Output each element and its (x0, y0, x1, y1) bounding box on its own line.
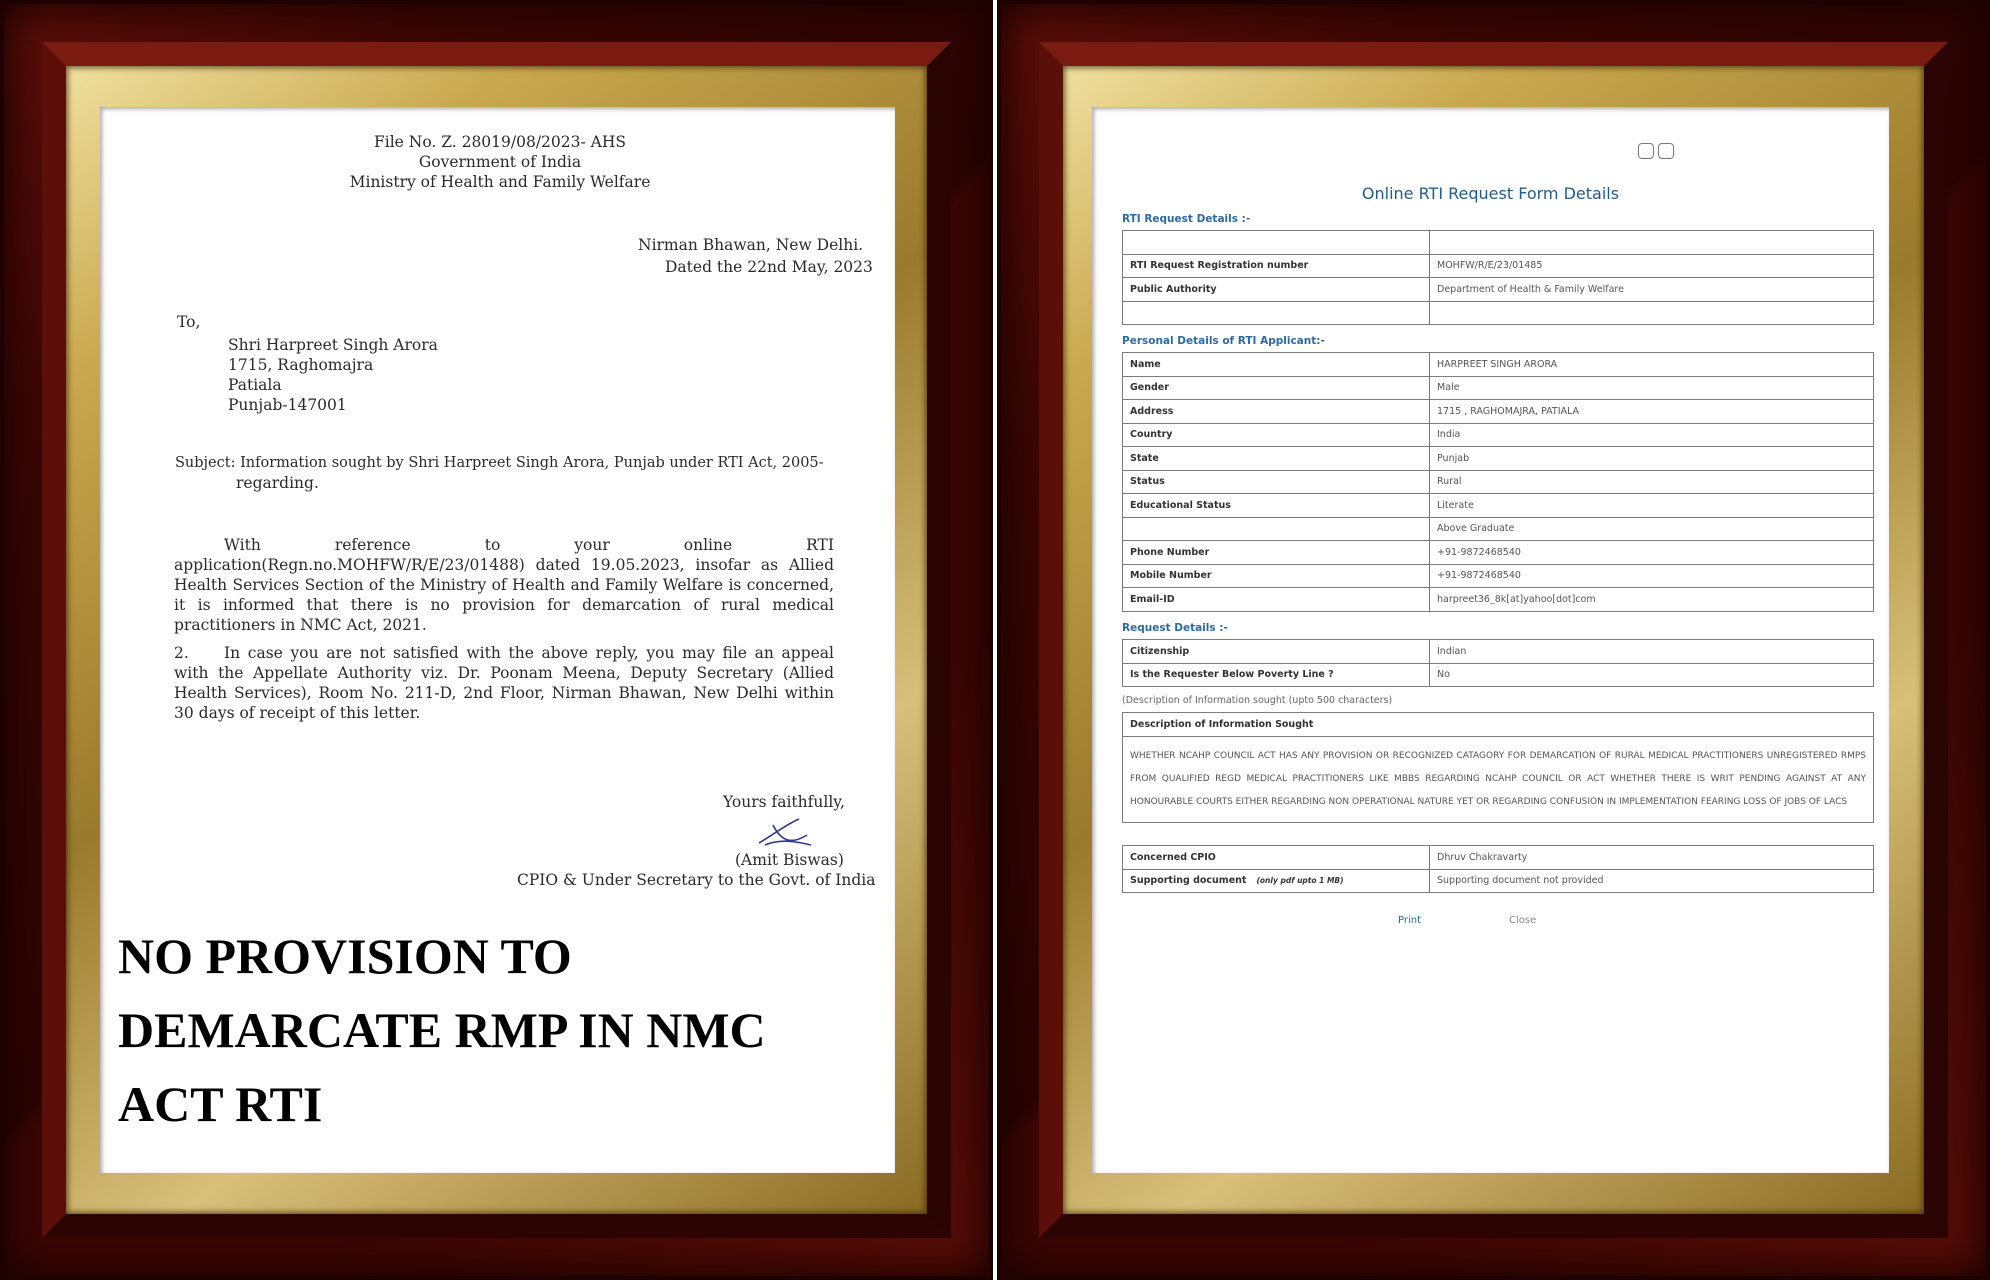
addressee-line: 1715, Raghomajra (228, 356, 374, 374)
close-button[interactable]: Close (1509, 915, 1537, 926)
field-value: Supporting document not provided (1430, 869, 1874, 893)
left-picture-frame (0, 0, 993, 1280)
table-row (1123, 564, 1874, 588)
field-value: India (1430, 423, 1874, 447)
print-button[interactable]: Print (1398, 915, 1422, 926)
form-title: Online RTI Request Form Details (1361, 184, 1620, 203)
table-row (1123, 588, 1874, 612)
letter-place: Nirman Bhawan, New Delhi. (638, 236, 864, 254)
closing-line: Yours faithfully, (723, 793, 845, 811)
headline-caption (118, 919, 858, 1141)
table-row (1123, 447, 1874, 471)
description-box (1122, 712, 1874, 823)
field-value: Male (1430, 376, 1874, 400)
body-paragraph-1: With reference to your online RTI application(Regn.no.MOHFW/R/E/23/01488) dated 19.05.2023, insofar as Allied Health Services Section of the Ministry of Health and Family Welfare is concerned, it is informed that there is no provision for demarcation of rural medical practitioners in NMC Act, 2021. (174, 536, 834, 634)
field-value: harpreet36_8k[at]yahoo[dot]com (1430, 588, 1874, 612)
window-toggle-icon[interactable] (1658, 143, 1674, 159)
field-value: Above Graduate (1430, 517, 1874, 541)
field-label: Phone Number (1123, 541, 1430, 565)
section-heading: Request Details :- (1122, 622, 1228, 634)
table-row (1123, 663, 1874, 687)
table-row (1123, 278, 1874, 302)
field-label: Status (1123, 470, 1430, 494)
field-value: Rural (1430, 470, 1874, 494)
table-row (1123, 541, 1874, 565)
right-picture-frame (997, 0, 1990, 1280)
table-row (1123, 869, 1874, 893)
rti-reply-letter (100, 107, 895, 1173)
headline-line: NO PROVISION TO (118, 928, 572, 984)
table-row (1123, 846, 1874, 870)
signatory-name: (Amit Biswas) (735, 851, 844, 869)
addressee-line: Punjab-147001 (228, 396, 347, 414)
body-paragraph-2: In case you are not satisfied with the above reply, you may file an appeal with the Appellate Authority viz. Dr. Poonam Meena, Deputy Secretary (Allied Health Services), Room No. 211-D, 2nd Floor, Nirman Bhawan, New Delhi within 30 days of receipt of this letter. (174, 644, 834, 722)
field-label: Name (1123, 353, 1430, 377)
upload-hint: (only pdf upto 1 MB) (1256, 876, 1344, 886)
request-details-2-table (1122, 639, 1874, 687)
table-row (1123, 254, 1874, 278)
field-label: RTI Request Registration number (1123, 254, 1430, 278)
field-label: Email-ID (1123, 588, 1430, 612)
field-value: MOHFW/R/E/23/01485 (1430, 254, 1874, 278)
field-label: Mobile Number (1123, 564, 1430, 588)
table-row (1123, 517, 1874, 541)
headline-line: ACT RTI (118, 1076, 323, 1132)
field-value: No (1430, 663, 1874, 687)
subject-line: Subject: Information sought by Shri Harpreet Singh Arora, Punjab under RTI Act, 2005- (175, 455, 824, 471)
supporting-document-cell (1123, 869, 1430, 893)
government-line: Government of India (418, 153, 582, 171)
table-row (1123, 301, 1874, 325)
section-heading: Personal Details of RTI Applicant:- (1122, 335, 1325, 347)
file-number: File No. Z. 28019/08/2023- AHS (373, 133, 626, 151)
field-value: +91-9872468540 (1430, 541, 1874, 565)
field-value: Department of Health & Family Welfare (1430, 278, 1874, 302)
field-label: State (1123, 447, 1430, 471)
field-label (1123, 517, 1430, 541)
field-label: Address (1123, 400, 1430, 424)
to-line: To, (177, 313, 201, 331)
window-toggle-icon[interactable] (1638, 143, 1654, 159)
field-label: Citizenship (1123, 640, 1430, 664)
para-2-number: 2. (174, 644, 189, 662)
addressee-line: Shri Harpreet Singh Arora (228, 336, 438, 354)
rti-request-form (1092, 107, 1889, 1173)
field-label: Educational Status (1123, 494, 1430, 518)
request-details-table (1122, 230, 1874, 325)
field-value: Punjab (1430, 447, 1874, 471)
addressee-line: Patiala (228, 376, 282, 394)
headline-line: DEMARCATE RMP IN NMC (118, 1002, 766, 1058)
description-header: Description of Information Sought (1123, 713, 1873, 737)
personal-details-table (1122, 352, 1874, 612)
field-label: Gender (1123, 376, 1430, 400)
section-heading: RTI Request Details :- (1122, 213, 1251, 225)
field-label: Country (1123, 423, 1430, 447)
table-row (1123, 470, 1874, 494)
ministry-line: Ministry of Health and Family Welfare (349, 173, 651, 191)
field-value: +91-9872468540 (1430, 564, 1874, 588)
field-value: Dhruv Chakravarty (1430, 846, 1874, 870)
field-value: HARPREET SINGH ARORA (1430, 353, 1874, 377)
field-value: Literate (1430, 494, 1874, 518)
field-label: Public Authority (1123, 278, 1430, 302)
table-row (1123, 640, 1874, 664)
table-row (1123, 353, 1874, 377)
table-row (1123, 423, 1874, 447)
field-label: Is the Requester Below Poverty Line ? (1123, 663, 1430, 687)
cpio-table (1122, 845, 1874, 893)
table-row (1123, 400, 1874, 424)
table-row (1123, 231, 1874, 255)
description-note: (Description of Information sought (upto 500 characters) (1122, 695, 1393, 706)
letter-date: Dated the 22nd May, 2023 (665, 258, 873, 276)
field-value: Indian (1430, 640, 1874, 664)
field-label: Concerned CPIO (1123, 846, 1430, 870)
signature-scribble (755, 815, 815, 851)
subject-line: regarding. (236, 474, 319, 492)
table-row (1123, 376, 1874, 400)
field-label: Supporting document (1130, 875, 1247, 887)
table-row (1123, 494, 1874, 518)
signatory-designation: CPIO & Under Secretary to the Govt. of India (517, 871, 876, 889)
description-text: WHETHER NCAHP COUNCIL ACT HAS ANY PROVISION OR RECOGNIZED CATAGORY FOR DEMARCATION OF RURAL MEDICAL PRACTITIONERS UNREGISTERED RMPS FROM QUALIFIED REGD MEDICAL PRACTITIONERS LIKE MBBS REGARDING NCAHP COUNCIL OR ACT WHETHER THERE IS WRIT PENDING AGAINST AT ANY HONOURABLE COURTS EITHER REGARDING NON OPERATIONAL NATURE YET OR REGARDING CONFUSION IN IMPLEMENTATION FEARING LOSS OF JOBS OF LACS (1130, 750, 1866, 807)
field-value: 1715 , RAGHOMAJRA, PATIALA (1430, 400, 1874, 424)
